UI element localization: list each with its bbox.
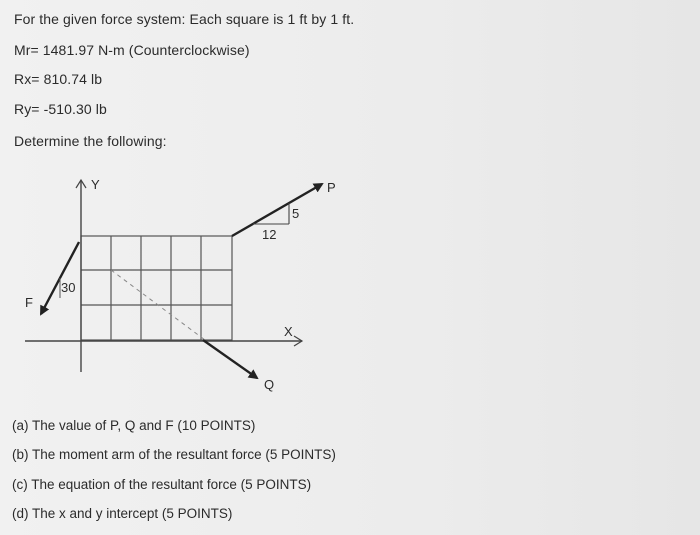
slope-run-label: 12 — [262, 227, 277, 242]
intro-text: For the given force system: Each square is 1 ft by 1 ft. — [14, 11, 355, 27]
force-q-label: Q — [264, 377, 275, 392]
rx-value: Rx= 810.74 lb — [14, 71, 103, 87]
force-p-label: P — [327, 180, 336, 195]
slope-rise-label: 5 — [292, 206, 300, 221]
question-a: (a) The value of P, Q and F (10 POINTS) — [12, 418, 256, 433]
question-c: (c) The equation of the resultant force (5 POINTS) — [12, 477, 312, 492]
ry-value: Ry= -510.30 lb — [14, 101, 107, 117]
question-b: (b) The moment arm of the resultant force (5 POINTS) — [12, 447, 336, 462]
question-d: (d) The x and y intercept (5 POINTS) — [12, 506, 233, 521]
determine-text: Determine the following: — [14, 133, 167, 149]
force-q-arrow — [203, 340, 257, 378]
y-axis-label: Y — [91, 177, 100, 192]
moment-value: Mr= 1481.97 N-m (Counterclockwise) — [14, 42, 250, 58]
grid — [81, 236, 232, 340]
grid-outline — [81, 236, 232, 340]
force-f-label: F — [25, 295, 33, 310]
force-p-arrow — [232, 184, 322, 236]
angle-f-label: 30 — [61, 280, 76, 295]
x-axis-label: X — [284, 324, 293, 339]
